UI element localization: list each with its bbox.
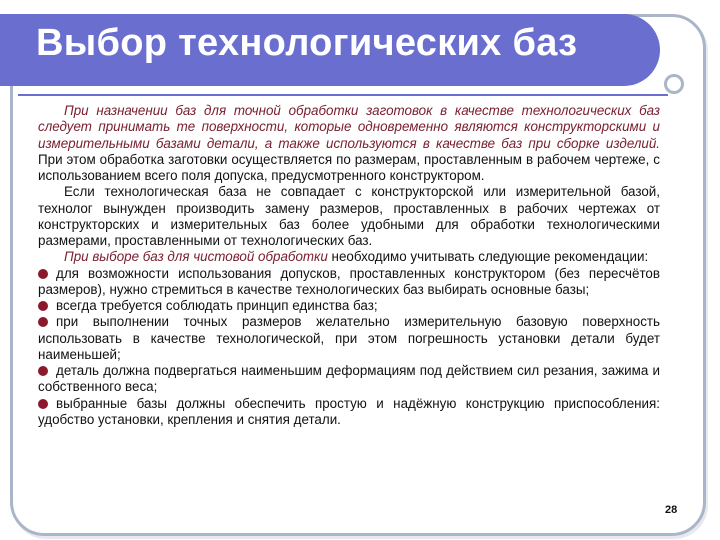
bullet-item [38,314,660,363]
bullet-item [38,266,660,299]
paragraph-2: Если технологическая база не совпадает с конструкторской или измерительной базой, технолог вынужден производить замену размеров, проставленных в рабочих чертежах от конструкторских и измерительных баз более удобными для обработки технологическими размерами, проставленными от технологических баз. [38,184,660,248]
bullet-dot-icon [38,269,48,279]
bullet-item [38,396,660,429]
bullet-item [38,298,660,314]
bullet-text: для возможности использования допусков, проставленных конструктором (без пересчётов размеров), нужно стремиться в качестве технологических баз выбирать основные базы; [38,265,660,297]
bullet-dot-icon [38,301,48,311]
bullet-item [38,363,660,396]
paragraph-1-text: При этом обработка заготовки осуществляется по размерам, проставленным в рабочем чертеже, с использованием всего поля допуска, предусмотренного конструктором. [38,151,660,183]
paragraph-1 [38,103,660,184]
bullet-dot-icon [38,399,48,409]
bullet-text: при выполнении точных размеров желательно измерительную базовую поверхность использовать в качестве технологической, при этом погрешность установки детали будет наименьшей; [38,314,660,362]
bullet-dot-icon [38,366,48,376]
page-number: 28 [665,504,678,516]
bullet-text: деталь должна подвергаться наименьшим деформациям под действием сил резания, зажима и собственного веса; [38,363,660,395]
slide-title: Выбор технологических баз [36,22,578,64]
paragraph-3-text: необходимо учитывать следующие рекомендации: [327,249,649,265]
bullet-text: выбранные базы должны обеспечить простую и надёжную конструкцию приспособления: удобство установки, крепления и снятия детали. [38,395,660,427]
bullet-dot-icon [38,317,48,327]
paragraph-1-emphasis: При назначении баз для точной обработки заготовок в качестве технологических баз следует принимать те поверхности, которые одновременно являются конструкторскими и измерительными базами детали, а также используются в качестве баз при сборке изделий. [38,103,660,151]
paragraph-3-emphasis: При выборе баз для чистовой обработки [64,249,328,265]
paragraph-3 [38,249,660,265]
slide-body [38,103,660,428]
title-underline [18,94,668,96]
title-ornament-dot [664,74,684,94]
bullet-text: всегда требуется соблюдать принцип единства баз; [56,298,378,313]
